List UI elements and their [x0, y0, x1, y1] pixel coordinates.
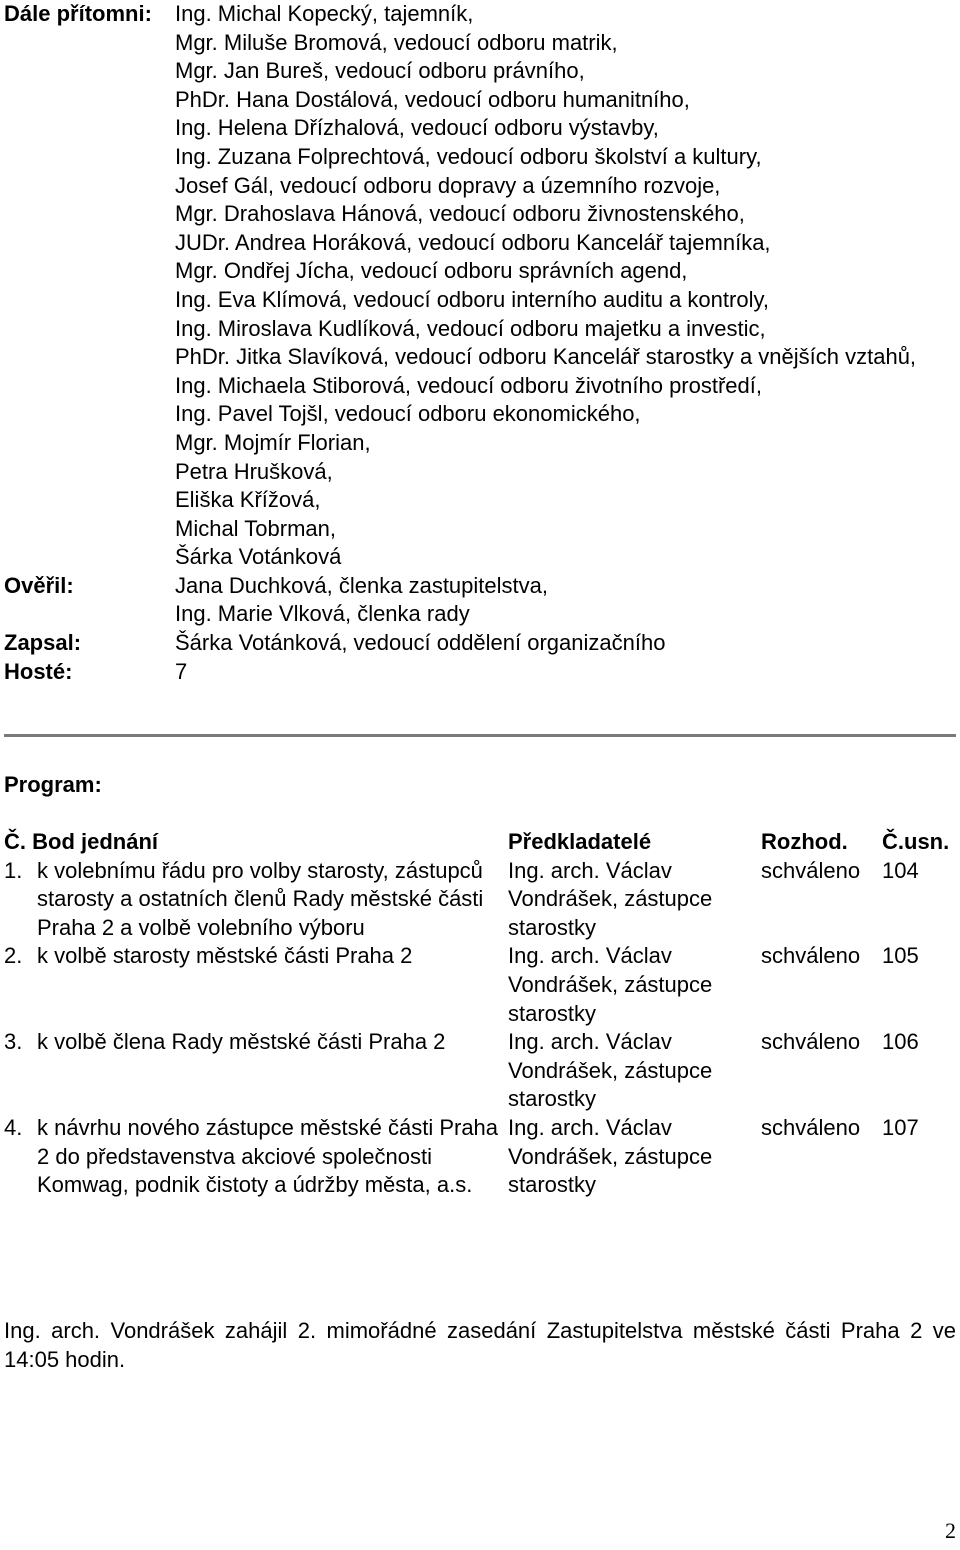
item-number: 1. — [4, 857, 23, 883]
item-decision: schváleno — [761, 857, 861, 883]
agenda-header-row — [4, 828, 958, 857]
present-person: Ing. Michaela Stiborová, vedoucí odboru životního prostředí, — [175, 372, 763, 398]
verified-row — [4, 572, 954, 629]
guests-count: 7 — [175, 658, 188, 684]
present-person: Ing. Pavel Tojšl, vedoucí odboru ekonomického, — [175, 401, 641, 427]
item-submitter: Ing. arch. Václav Vondrášek, zástupce starostky — [508, 1029, 713, 1112]
header-resolution: Č.usn. — [882, 829, 950, 854]
present-person: JUDr. Andrea Horáková, vedoucí odboru Kancelář tajemníka, — [175, 229, 771, 255]
present-person: Mgr. Ondřej Jícha, vedoucí odboru správních agend, — [175, 258, 688, 284]
present-person: Mgr. Drahoslava Hánová, vedoucí odboru živnostenského, — [175, 201, 745, 227]
present-row — [4, 0, 954, 572]
recorded-label: Zapsal: — [4, 630, 82, 656]
present-person: Ing. Miroslava Kudlíková, vedoucí odboru majetku a investic, — [175, 315, 766, 341]
agenda-row — [4, 1028, 958, 1114]
page-number: 2 — [945, 1518, 956, 1543]
recorded-row — [4, 629, 954, 658]
item-resolution: 107 — [882, 1114, 919, 1140]
header-submitters: Předkladatelé — [508, 829, 652, 854]
agenda-row — [4, 857, 958, 943]
header-item: Č. Bod jednání — [4, 829, 158, 854]
item-submitter: Ing. arch. Václav Vondrášek, zástupce starostky — [508, 943, 713, 1026]
verified-label: Ověřil: — [4, 572, 74, 598]
agenda-row — [4, 942, 958, 1028]
item-title: k volbě starosty městské části Praha 2 — [37, 943, 413, 969]
present-list — [175, 0, 954, 572]
program-title: Program: — [4, 772, 102, 797]
item-title: k volbě člena Rady městské části Praha 2 — [37, 1029, 446, 1055]
present-person: Ing. Michal Kopecký, tajemník, — [175, 1, 474, 26]
verifier: Jana Duchková, členka zastupitelstva, — [175, 572, 548, 598]
present-person: Ing. Zuzana Folprechtová, vedoucí odboru školství a kultury, — [175, 143, 762, 169]
attendees-section — [4, 0, 954, 686]
item-decision: schváleno — [761, 1114, 861, 1140]
section-divider — [4, 734, 956, 737]
agenda-row — [4, 1114, 958, 1200]
item-title: k volebnímu řádu pro volby starosty, zástupců starosty a ostatních členů Rady městské části Praha 2 a volbě volebního výboru — [37, 857, 484, 940]
present-person: Eliška Křížová, — [175, 487, 321, 513]
item-resolution: 106 — [882, 1029, 919, 1055]
guests-label: Hosté: — [4, 658, 73, 684]
item-title: k návrhu nového zástupce městské části Praha 2 do představenstva akciové společnosti Komwag, podnik čistoty a údržby města, a.s. — [37, 1114, 499, 1198]
present-person: Šárka Votánková — [175, 544, 342, 570]
present-person: Ing. Helena Dřízhalová, vedoucí odboru výstavby, — [175, 115, 659, 141]
item-decision: schváleno — [761, 1029, 861, 1055]
present-label: Dále přítomni: — [4, 1, 152, 26]
present-person: Michal Tobrman, — [175, 515, 336, 541]
recorder: Šárka Votánková, vedoucí oddělení organizačního — [175, 630, 666, 656]
item-submitter: Ing. arch. Václav Vondrášek, zástupce starostky — [508, 857, 713, 940]
present-person: PhDr. Hana Dostálová, vedoucí odboru humanitního, — [175, 86, 690, 112]
guests-row — [4, 658, 954, 687]
present-person: Mgr. Miluše Bromová, vedoucí odboru matrik, — [175, 29, 618, 55]
item-number: 2. — [4, 943, 23, 969]
present-person: Josef Gál, vedoucí odboru dopravy a územního rozvoje, — [175, 172, 721, 198]
header-decision: Rozhod. — [761, 829, 848, 854]
item-decision: schváleno — [761, 943, 861, 969]
present-person: PhDr. Jitka Slavíková, vedoucí odboru Kancelář starostky a vnějších vztahů, — [175, 344, 917, 370]
verified-list — [175, 572, 954, 629]
present-person: Ing. Eva Klímová, vedoucí odboru interního auditu a kontroly, — [175, 286, 769, 312]
verifier: Ing. Marie Vlková, členka rady — [175, 601, 470, 627]
closing-paragraph: Ing. arch. Vondrášek zahájil 2. mimořádné zasedání Zastupitelstva městské části Praha 2 ve 14:05 hodin. — [4, 1318, 956, 1372]
item-number: 3. — [4, 1029, 23, 1055]
item-submitter: Ing. arch. Václav Vondrášek, zástupce starostky — [508, 1114, 713, 1198]
present-person: Mgr. Mojmír Florian, — [175, 429, 371, 455]
present-person: Mgr. Jan Bureš, vedoucí odboru právního, — [175, 58, 585, 84]
present-person: Petra Hrušková, — [175, 458, 333, 484]
agenda-table — [4, 828, 958, 1200]
item-resolution: 105 — [882, 943, 919, 969]
item-resolution: 104 — [882, 857, 919, 883]
item-number: 4. — [4, 1114, 23, 1140]
